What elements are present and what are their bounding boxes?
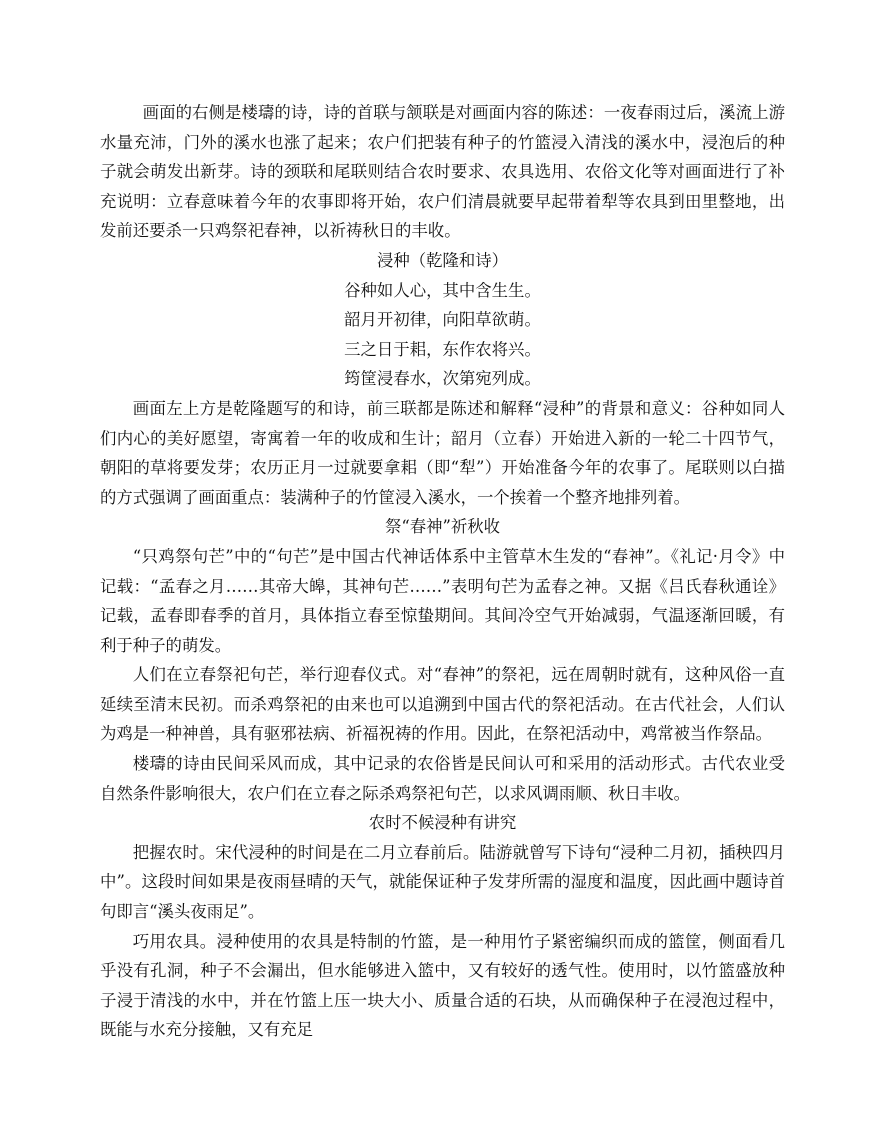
- poem-line: 三之日于耜，东作农将兴。: [344, 339, 541, 359]
- body-paragraph: 巧用农具。浸种使用的农具是特制的竹篮，是一种用竹子紧密编织而成的篮筐，侧面看几乎没有孔洞，种子不会漏出，但水能够进入篮中，又有较好的透气性。使用时，以竹篮盛放种子浸于清浅的水中，并在竹篮上压一块大小、质量合适的石块，从而确保种子在浸泡过程中，既能与水充分接触，又有充足: [100, 931, 785, 1040]
- body-paragraph: 楼璹的诗由民间采风而成，其中记录的农俗皆是民间认可和采用的活动形式。古代农业受自然条件影响很大，农户们在立春之际杀鸡祭祀句芒，以求风调雨顺、秋日丰收。: [100, 754, 785, 803]
- poem-block: [100, 246, 785, 394]
- section-spring-god: [100, 512, 785, 808]
- body-paragraph: “只鸡祭句芒”中的“句芒”是中国古代神话体系中主管草木生发的“春神”。《礼记·月令》中记载：“孟春之月……其帝大皞，其神句芒……”表明句芒为孟春之神。又据《吕氏春秋通诠》记载，孟春即春季的首月，具体指立春至惊蛰期间。其间冷空气开始减弱，气温逐渐回暖，有利于种子的萌发。: [100, 546, 785, 655]
- poem-line: 谷种如人心，其中含生生。: [344, 280, 541, 300]
- poem-title: 浸种（乾隆和诗）: [376, 250, 509, 270]
- section-heading: 祭“春神”祈秋收: [384, 517, 501, 537]
- section-heading: 农时不候浸种有讲究: [368, 813, 517, 833]
- poem-line: 筠筐浸春水，次第宛列成。: [344, 369, 541, 389]
- intro-paragraph: 画面的右侧是楼璹的诗，诗的首联与颔联是对画面内容的陈述：一夜春雨过后，溪流上游水量充沛，门外的溪水也涨了起来；农户们把装有种子的竹篮浸入清浅的溪水中，浸泡后的种子就会萌发出新芽。诗的颈联和尾联则结合农时要求、农具选用、农俗文化等对画面进行了补充说明：立春意味着今年的农事即将开始，农户们清晨就要早起带着犁等农具到田里整地，出发前还要杀一只鸡祭祀春神，以祈祷秋日的丰收。: [100, 103, 785, 241]
- poem-line: 韶月开初律，向阳草欲萌。: [344, 310, 541, 330]
- article-page: [100, 98, 785, 1045]
- body-paragraph: 人们在立春祭祀句芒，举行迎春仪式。对“春神”的祭祀，远在周朝时就有，这种风俗一直延续至清末民初。而杀鸡祭祀的由来也可以追溯到中国古代的祭祀活动。在古代社会，人们认为鸡是一种神兽，具有驱邪祛病、祈福祝祷的作用。因此，在祭祀活动中，鸡常被当作祭品。: [100, 665, 785, 744]
- body-paragraph: 把握农时。宋代浸种的时间是在二月立春前后。陆游就曾写下诗句“浸种二月初，插秧四月中”。这段时间如果是夜雨昼晴的天气，就能保证种子发芽所需的湿度和温度，因此画中题诗首句即言“溪头夜雨足”。: [100, 842, 785, 922]
- section-seed-soaking: [100, 808, 785, 1045]
- poem-commentary-paragraph: 画面左上方是乾隆题写的和诗，前三联都是陈述和解释“浸种”的背景和意义：谷种如同人们内心的美好愿望，寄寓着一年的收成和生计；韶月（立春）开始进入新的一轮二十四节气，朝阳的草将要发芽；农历正月一过就要拿耜（即“犁”）开始准备今年的农事了。尾联则以白描的方式强调了画面重点：装满种子的竹筐浸入溪水，一个挨着一个整齐地排列着。: [100, 398, 785, 507]
